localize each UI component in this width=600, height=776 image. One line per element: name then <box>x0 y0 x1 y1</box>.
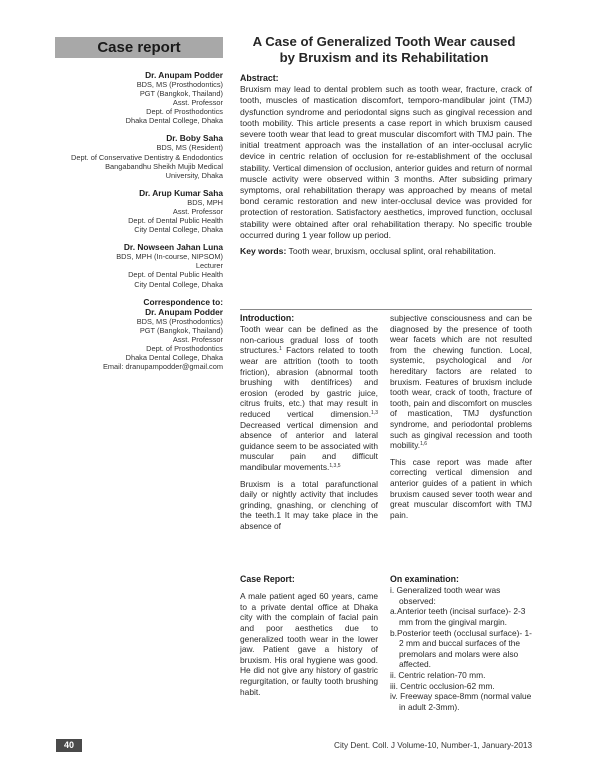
author-affiliation-line: Dept. of Conservative Dentistry & Endodontics <box>71 152 223 162</box>
correspondence-email: Email: dranupampodder@gmail.com <box>102 362 223 372</box>
examination-item: ii. Centric relation-70 mm. <box>390 669 486 680</box>
author-name: Dr. Anupam Podder <box>145 70 223 80</box>
citation: 1,3,5 <box>329 462 341 469</box>
introduction-paragraph <box>390 313 532 451</box>
introduction-paragraph: Bruxism is a total parafunctional daily or nightly activity that includes grinding, gnashing, or clenching of the teeth.1 It may take place in the absence of <box>240 478 378 531</box>
author-affiliation-line: BDS, MS (Prosthodontics) <box>136 80 223 89</box>
section-divider <box>240 309 532 310</box>
examination-heading: On examination: <box>390 574 459 584</box>
author-affiliation-line: Bangabandhu Sheikh Mujib Medical <box>105 161 223 171</box>
author-affiliation-line: BDS, MPH (In-course, NIPSOM) <box>116 252 223 262</box>
author-affiliation-line: PGT (Bangkok, Thailand) <box>139 89 223 99</box>
author-affiliation-line: City Dental College, Dhaka <box>134 279 223 289</box>
examination-section <box>390 574 532 712</box>
intro-text: Factors related to tooth wear are attrition (tooth to tooth friction), abrasion (abnormal tooth brushing with dentifrices) and erosion (eroded by gastric juice, citrus fruits, etc.) that may result in reduced vertical dimension. <box>240 345 378 419</box>
examination-item: iii. Centric occlusion-62 mm. <box>390 680 495 691</box>
case-report-section <box>240 574 378 697</box>
page-number: 40 <box>56 739 82 752</box>
correspondence-name: Dr. Anupam Podder <box>145 306 223 317</box>
abstract-text: Bruxism may lead to dental problem such as tooth wear, fracture, crack of tooth, muscles of mastication discomfort, temporo-mandibular joint (TMJ) dysfunction syndrome and periodontal signs such as gingival recession and tooth mobility. This article presents a case report in which bruxism caused severe tooth wear that lead to great muscular discomfort with TMJ pain. The initial treatment approach was the installation of an inter-occlusal acrylic device in centric relation of occlusion for re-establishment of the occlusal stability. Vertical dimension of occlusion, anterior guides and return of normal muscle activity were observed within 3 months. After subsiding primary symptoms, oral rehabilitation therapy was approached by means of metal bond ceramic restoration and new inter-occlusal device was provided for protection of restoration. Satisfactory aesthetics, improved function, occlusal stability were obtained after oral rehabilitation therapy. No specific trouble occurred during 1 year follow up period. <box>240 84 532 240</box>
intro-text: Decreased vertical dimension and absence of anterior and lateral guidance seem to be associated with muscular pain and difficult mandibular movements. <box>240 419 378 472</box>
abstract-section <box>240 73 532 257</box>
introduction-paragraph: This case report was made after correcting vertical dimension and anterior guides of a patient in which bruxism caused sever tooth wear and great muscular discomfort with TMJ pain. <box>390 456 532 520</box>
examination-item: a.Anterior teeth (incisal surface)- 2-3 mm from the gingival margin. <box>390 606 526 627</box>
case-report-paragraph: A male patient aged 60 years, came to a private dental office at Dhaka city with the complain of facial pain and poor aesthetics due to generalized tooth wear in the lower jaw. Patient gave a history of bruxism. His oral hygiene was good. He did not give any history of gastric regurgitation, or faulty tooth brushing habit. <box>240 591 378 697</box>
citation: 1,3 <box>371 409 378 416</box>
keywords <box>240 246 532 257</box>
author-affiliation-line: Asst. Professor <box>172 206 223 216</box>
author-affiliations <box>30 70 223 371</box>
title-line: A Case of Generalized Tooth Wear caused <box>252 34 516 49</box>
keywords-text: Tooth wear, bruxism, occlusal splint, oral rehabilitation. <box>286 246 496 257</box>
citation: 1,6 <box>420 441 428 448</box>
author-affiliation-line: Dept. of Dental Public Health <box>128 270 223 280</box>
introduction-column-right <box>390 313 532 520</box>
introduction-heading: Introduction: <box>240 313 295 323</box>
title-line: by Bruxism and its Rehabilitation <box>279 50 489 65</box>
case-report-heading: Case Report: <box>240 574 295 584</box>
correspondence-line: Asst. Professor <box>172 334 223 344</box>
citation: 1 <box>279 346 282 353</box>
correspondence-line: Dhaka Dental College, Dhaka <box>125 352 223 362</box>
examination-item: iv. Freeway space-8mm (normal value in adult 2-3mm). <box>390 691 532 712</box>
intro-text: Tooth wear can be defined as the non-carious gradual loss of tooth structures. <box>240 324 378 356</box>
intro-text: subjective consciousness and can be diagnosed by the presence of tooth wear facets which are not resulted from the chewing function. Local, systemic, psychological and /or hereditary factors are related to bruxism. Features of bruxism include tooth wear, crack of tooth, fracture of tooth, pain and discomfort on muscles of mastication, TMJ dysfunction syndrome, and periodontal problems such as gingival recession and tooth mobility. <box>390 313 532 451</box>
author-name: Dr. Arup Kumar Saha <box>139 187 223 198</box>
author-affiliation-line: Dhaka Dental College, Dhaka <box>125 116 223 126</box>
author-name: Dr. Nowseen Jahan Luna <box>123 242 223 253</box>
correspondence-line: BDS, MS (Prosthodontics) <box>136 316 223 326</box>
author-affiliation-line: City Dental College, Dhaka <box>134 225 223 235</box>
examination-list <box>390 585 532 712</box>
correspondence-heading: Correspondence to: <box>143 296 223 307</box>
author-affiliation-line: Lecturer <box>195 261 223 271</box>
introduction-paragraph <box>240 324 378 472</box>
section-banner: Case report <box>55 37 223 58</box>
abstract-heading: Abstract: <box>240 73 279 83</box>
author-affiliation-line: BDS, MPH <box>187 197 223 207</box>
author-affiliation-line: BDS, MS (Resident) <box>156 143 223 153</box>
author-affiliation-line: University, Dhaka <box>165 170 223 180</box>
examination-item: i. Generalized tooth wear was observed: <box>390 585 501 606</box>
article-title <box>238 34 530 66</box>
keywords-label: Key words: <box>240 246 287 257</box>
examination-item: b.Posterior teeth (occlusal surface)- 1-2 mm and buccal surfaces of the premolars and molars were also affected. <box>390 627 532 670</box>
author-affiliation-line: Dept. of Dental Public Health <box>128 216 223 226</box>
correspondence-line: PGT (Bangkok, Thailand) <box>139 325 223 335</box>
author-affiliation-line: Dept. of Prosthodontics <box>146 107 223 117</box>
journal-footer: City Dent. Coll. J Volume-10, Number-1, January-2013 <box>334 741 532 750</box>
author-name: Dr. Boby Saha <box>166 133 223 144</box>
introduction-column-left <box>240 313 378 531</box>
author-affiliation-line: Asst. Professor <box>172 98 223 108</box>
correspondence-line: Dept. of Prosthodontics <box>146 343 223 353</box>
